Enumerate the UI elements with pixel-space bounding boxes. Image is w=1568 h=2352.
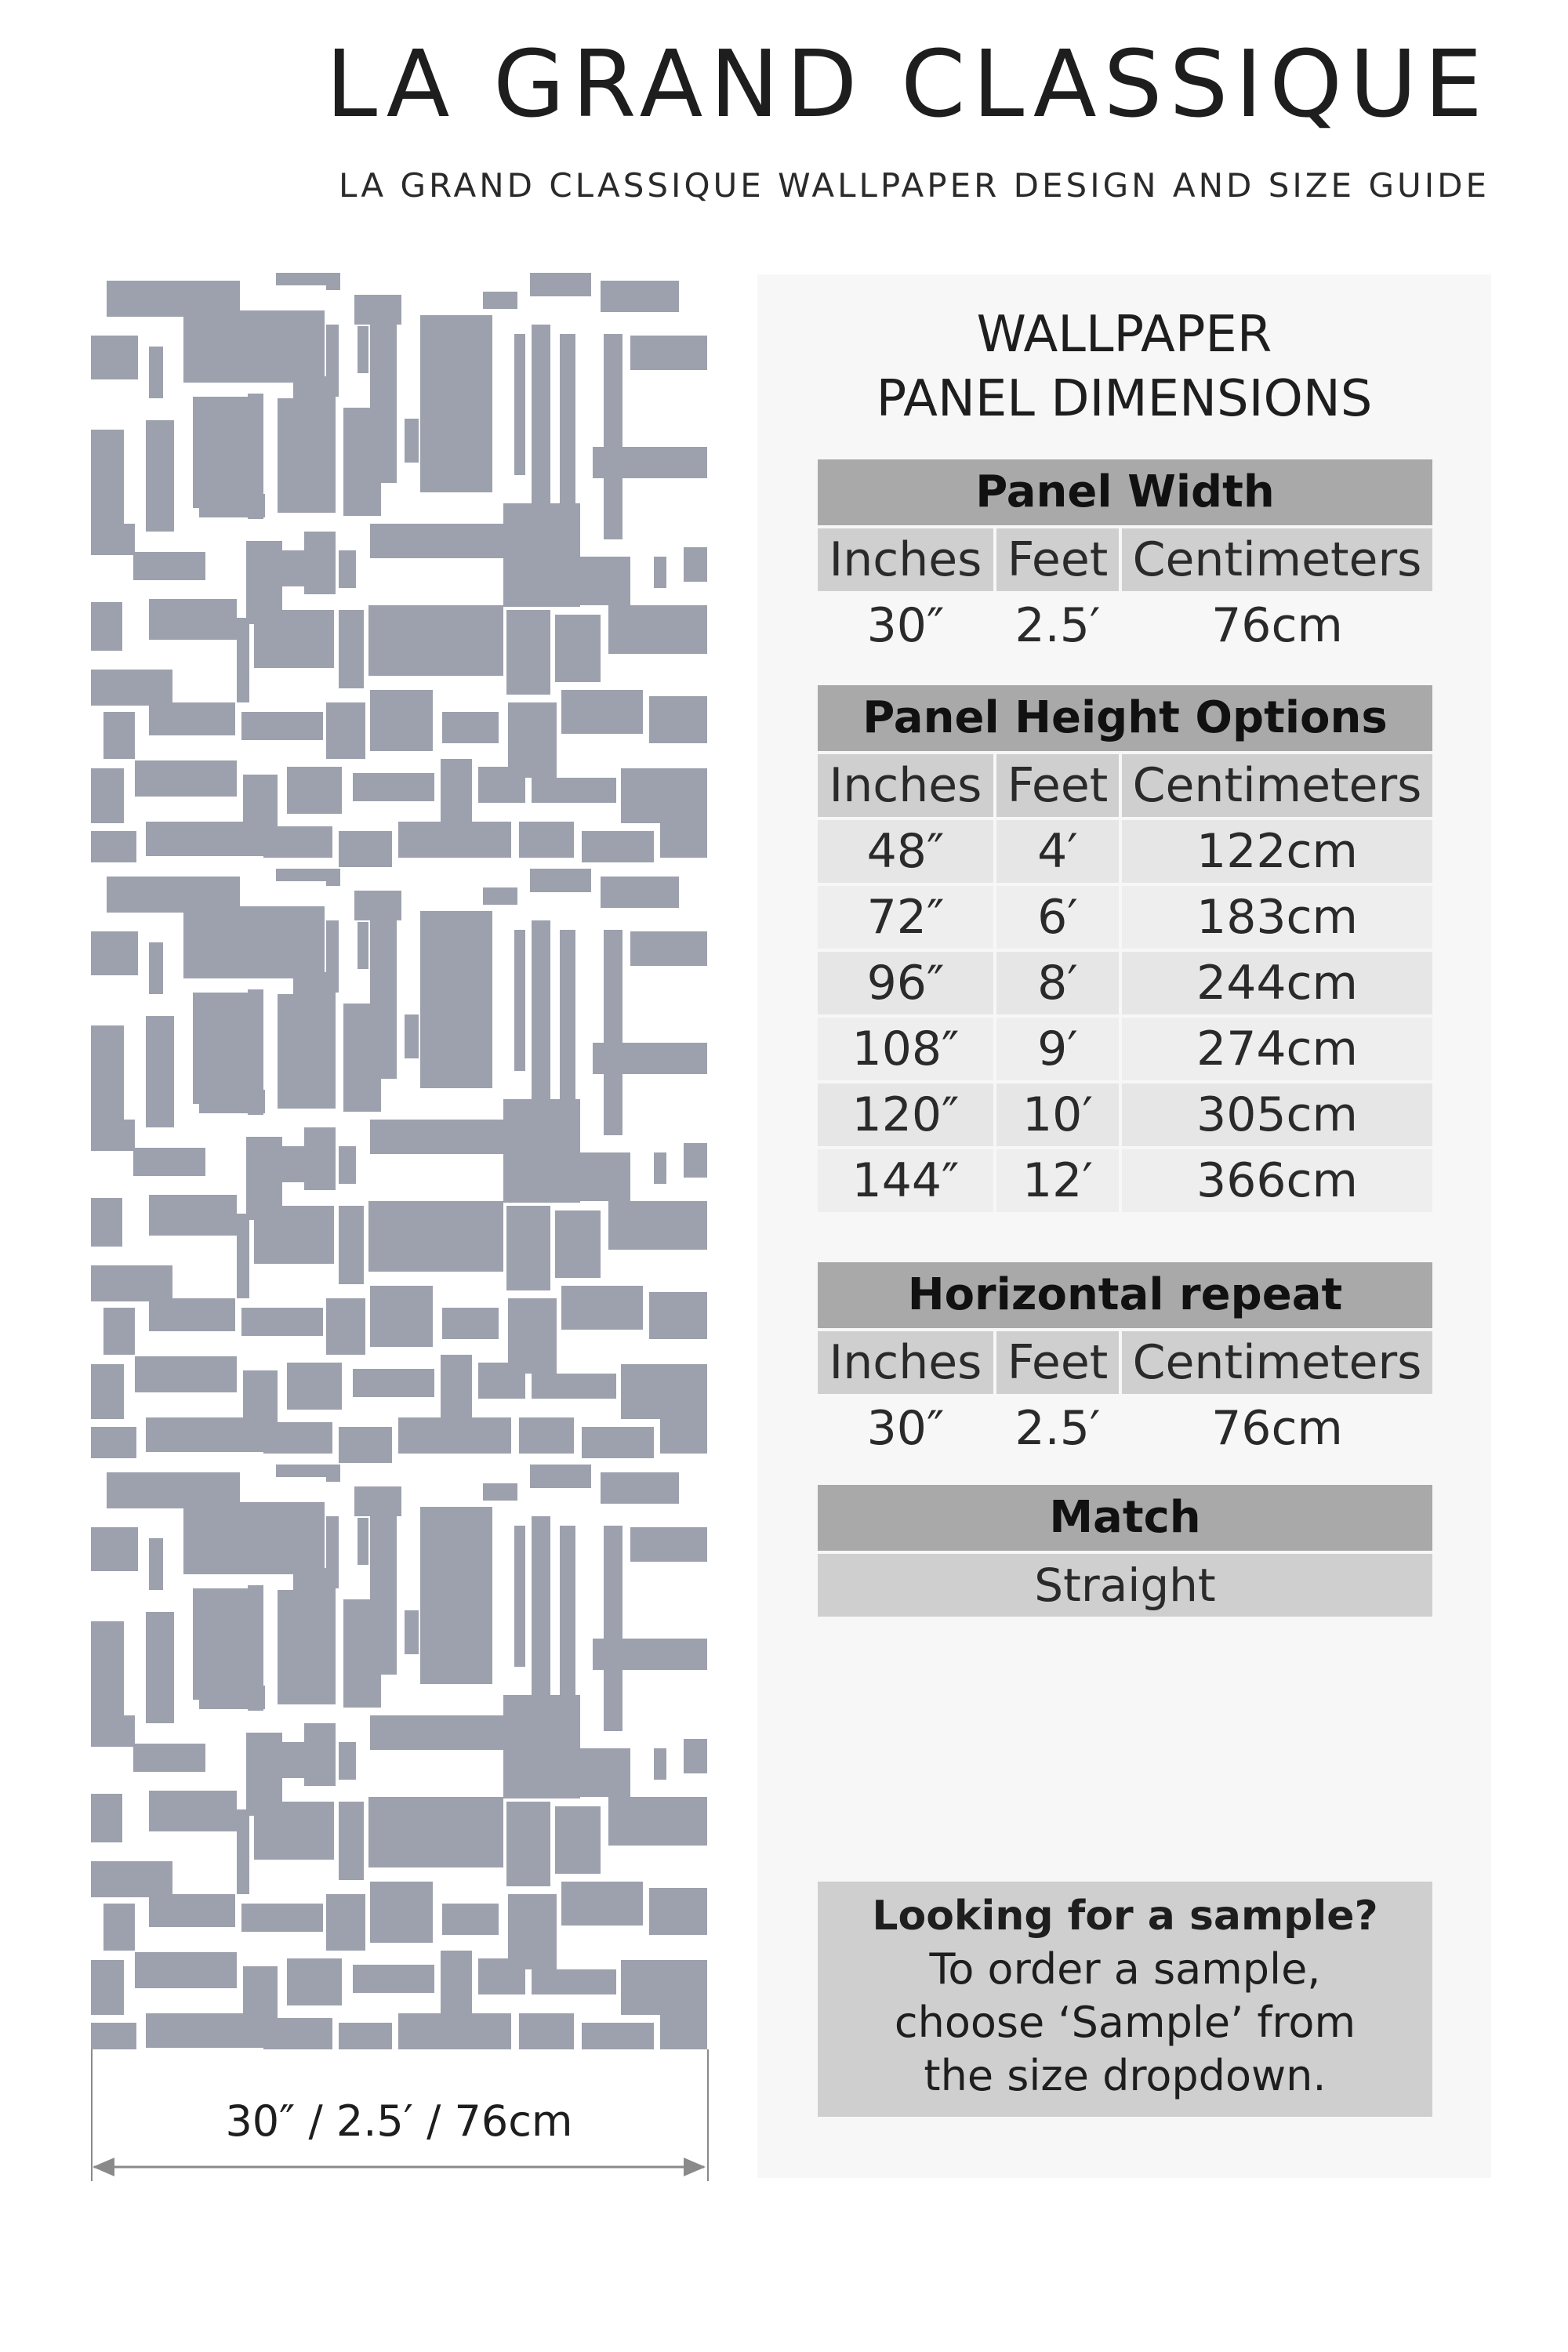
pattern-block <box>621 1364 707 1419</box>
height-row <box>818 952 1432 1014</box>
height-inches: 96″ <box>818 952 993 1014</box>
pattern-block <box>538 1748 630 1797</box>
panel-title-line2: PANEL DIMENSIONS <box>876 370 1373 428</box>
height-centimeters: 366cm <box>1122 1149 1432 1212</box>
guide-subtitle: LA GRAND CLASSIQUE WALLPAPER DESIGN AND SIZE GUIDE <box>339 166 1490 205</box>
panel-height-header: Panel Height Options <box>818 685 1432 751</box>
pattern-block <box>608 1201 707 1250</box>
pattern-block <box>593 1639 707 1670</box>
sample-line: To order a sample, <box>929 1944 1321 1994</box>
pattern-block <box>561 690 643 734</box>
pattern-block <box>442 712 499 743</box>
height-inches: 120″ <box>818 1083 993 1146</box>
pattern-block <box>91 768 124 823</box>
pattern-block <box>483 887 517 905</box>
pattern-block <box>91 1120 135 1151</box>
column-feet: Feet <box>996 528 1119 591</box>
pattern-block <box>405 419 419 463</box>
pattern-block <box>343 1599 381 1708</box>
pattern-block <box>506 1206 550 1290</box>
repeat-feet: 2.5′ <box>996 1397 1119 1460</box>
pattern-block <box>241 712 323 740</box>
pattern-block <box>405 1610 419 1654</box>
pattern-block <box>91 670 172 706</box>
pattern-block <box>442 1308 499 1339</box>
pattern-block <box>519 2013 574 2049</box>
pattern-block <box>561 1882 643 1926</box>
pattern-block <box>506 610 550 695</box>
pattern-block <box>103 1308 135 1355</box>
pattern-block <box>508 1298 557 1374</box>
match-header: Match <box>818 1485 1432 1551</box>
pattern-block <box>146 822 256 856</box>
pattern-block <box>532 778 616 803</box>
panel-title-line1: WALLPAPER <box>976 306 1272 364</box>
pattern-block <box>263 1422 332 1454</box>
pattern-block <box>684 1143 707 1178</box>
panel-height-table <box>818 685 1432 1212</box>
height-inches: 108″ <box>818 1018 993 1080</box>
pattern-block <box>257 1535 284 1562</box>
match-value: Straight <box>818 1554 1432 1617</box>
pattern-block <box>149 1538 163 1590</box>
pattern-block <box>532 1374 616 1399</box>
pattern-block <box>508 702 557 778</box>
height-feet: 8′ <box>996 952 1119 1014</box>
pattern-block <box>133 1744 205 1772</box>
pattern-block <box>370 1286 433 1347</box>
pattern-block <box>368 1201 503 1272</box>
pattern-block <box>91 1265 172 1301</box>
pattern-block <box>353 1369 434 1397</box>
pattern-block <box>343 408 381 516</box>
pattern-block <box>514 1526 525 1667</box>
pattern-block <box>91 1427 136 1458</box>
repeat-centimeters: 76cm <box>1122 1397 1432 1460</box>
height-inches: 144″ <box>818 1149 993 1212</box>
pattern-block <box>368 1797 503 1867</box>
pattern-block <box>91 430 124 527</box>
pattern-block <box>604 930 622 1135</box>
pattern-block <box>370 1715 503 1750</box>
height-row <box>818 1083 1432 1146</box>
pattern-block <box>193 993 249 1104</box>
pattern-block <box>519 822 574 858</box>
pattern-block <box>183 310 325 383</box>
horizontal-repeat-column-headers <box>818 1331 1432 1394</box>
pattern-block <box>91 2023 136 2049</box>
dimensions-panel <box>757 274 1491 2178</box>
column-inches: Inches <box>818 1331 993 1394</box>
pattern-block <box>237 1809 249 1894</box>
sample-heading: Looking for a sample? <box>872 1893 1378 1940</box>
pattern-block <box>514 930 525 1071</box>
pattern-block <box>561 1286 643 1330</box>
pattern-block <box>405 1014 419 1058</box>
panel-width-column-headers <box>818 528 1432 591</box>
pattern-block <box>654 1748 666 1780</box>
brand-title: LA GRAND CLASSIQUE <box>325 30 1490 138</box>
repeat-inches: 30″ <box>818 1397 993 1460</box>
column-centimeters: Centimeters <box>1122 1331 1432 1394</box>
pattern-block <box>654 1152 666 1184</box>
pattern-block <box>91 1025 124 1123</box>
pattern-block <box>91 931 138 975</box>
pattern-block <box>91 1364 124 1419</box>
pattern-block <box>630 931 707 966</box>
pattern-block <box>91 602 122 651</box>
pattern-block <box>135 760 237 797</box>
pattern-block <box>442 1904 499 1935</box>
pattern-block <box>398 2013 511 2049</box>
match-table <box>818 1485 1432 1617</box>
pattern-block <box>149 347 163 398</box>
sample-body <box>818 1943 1432 2103</box>
pattern-block <box>514 334 525 475</box>
pattern-block <box>133 552 205 580</box>
pattern-block <box>278 1590 336 1704</box>
pattern-block <box>149 942 163 994</box>
pattern-block <box>135 1356 237 1392</box>
pattern-block <box>420 911 492 1088</box>
pattern-block <box>183 1502 325 1574</box>
column-inches: Inches <box>818 754 993 817</box>
dimension-tick-right <box>707 2049 709 2181</box>
pattern-block <box>508 1894 557 1969</box>
pattern-block <box>538 1152 630 1201</box>
pattern-block <box>368 605 503 676</box>
pattern-block <box>555 1806 601 1874</box>
pattern-block <box>483 1483 517 1501</box>
height-feet: 9′ <box>996 1018 1119 1080</box>
pattern-block <box>193 397 249 508</box>
column-feet: Feet <box>996 754 1119 817</box>
pattern-block <box>420 1507 492 1684</box>
pattern-block <box>649 1292 707 1339</box>
pattern-block <box>555 1210 601 1278</box>
pattern-block <box>287 1958 342 2005</box>
column-feet: Feet <box>996 1331 1119 1394</box>
pattern-block <box>339 1146 356 1184</box>
pattern-block <box>278 398 336 513</box>
dimension-arrow <box>91 2151 707 2186</box>
pattern-block <box>601 877 679 908</box>
pattern-block <box>199 494 265 517</box>
pattern-block <box>621 768 707 823</box>
pattern-block <box>103 712 135 759</box>
pattern-block <box>326 1298 365 1355</box>
pattern-block <box>237 618 249 702</box>
pattern-block <box>91 1198 122 1247</box>
pattern-block <box>660 2013 707 2049</box>
pattern-block <box>326 1894 365 1951</box>
panel-width-values <box>818 594 1432 657</box>
pattern-block <box>353 1965 434 1993</box>
pattern-block <box>358 922 368 969</box>
wallpaper-pattern <box>91 273 707 2049</box>
height-feet: 4′ <box>996 820 1119 883</box>
pattern-block <box>604 334 622 539</box>
column-inches: Inches <box>818 528 993 591</box>
pattern-block <box>254 610 334 668</box>
pattern-block <box>506 1802 550 1886</box>
pattern-block <box>339 1427 392 1463</box>
pattern-block <box>530 1465 591 1488</box>
height-row <box>818 1018 1432 1080</box>
width-centimeters: 76cm <box>1122 594 1432 657</box>
horizontal-repeat-header: Horizontal repeat <box>818 1262 1432 1328</box>
pattern-block <box>263 826 332 858</box>
height-feet: 12′ <box>996 1149 1119 1212</box>
width-feet: 2.5′ <box>996 594 1119 657</box>
pattern-block <box>398 1417 511 1454</box>
pattern-block <box>326 920 339 993</box>
pattern-block <box>304 532 336 594</box>
pattern-block <box>326 1465 340 1482</box>
pattern-block <box>593 1043 707 1074</box>
pattern-block <box>532 1969 616 1994</box>
pattern-block <box>146 2013 256 2048</box>
pattern-block <box>370 1120 503 1154</box>
horizontal-repeat-table <box>818 1262 1432 1460</box>
height-row <box>818 886 1432 949</box>
pattern-block <box>478 767 525 803</box>
pattern-block <box>608 1797 707 1846</box>
pattern-block <box>370 1882 433 1943</box>
sample-line: the size dropdown. <box>924 2051 1327 2100</box>
pattern-block <box>287 767 342 814</box>
height-inches: 72″ <box>818 886 993 949</box>
wallpaper-preview <box>91 273 707 2049</box>
pattern-block <box>287 1363 342 1410</box>
height-centimeters: 305cm <box>1122 1083 1432 1146</box>
pattern-block <box>91 1960 124 2015</box>
sample-line: choose ‘Sample’ from <box>894 1998 1356 2047</box>
pattern-block <box>684 1739 707 1773</box>
pattern-block <box>146 1612 174 1723</box>
pattern-block <box>478 1363 525 1399</box>
pattern-block <box>199 1090 265 1113</box>
pattern-block <box>146 1016 174 1127</box>
pattern-block <box>649 696 707 743</box>
pattern-block <box>339 610 364 688</box>
pattern-block <box>532 1516 550 1704</box>
pattern-block <box>532 920 550 1109</box>
panel-width-table <box>818 459 1432 657</box>
pattern-block <box>601 281 679 312</box>
pattern-block <box>660 1417 707 1454</box>
pattern-block <box>304 1723 336 1786</box>
pattern-block <box>149 702 235 735</box>
pattern-block <box>133 1148 205 1176</box>
pattern-block <box>91 831 136 862</box>
pattern-block <box>103 1904 135 1951</box>
pattern-block <box>193 1588 249 1700</box>
pattern-block <box>91 336 138 379</box>
pattern-block <box>91 524 135 555</box>
panel-width-dimension-label: 30″ / 2.5′ / 76cm <box>225 2096 573 2146</box>
pattern-block <box>304 1127 336 1190</box>
panel-height-column-headers <box>818 754 1432 817</box>
pattern-block <box>254 1802 334 1860</box>
pattern-block <box>339 1742 356 1780</box>
height-inches: 48″ <box>818 820 993 883</box>
column-centimeters: Centimeters <box>1122 754 1432 817</box>
pattern-block <box>582 2023 654 2049</box>
pattern-block <box>353 773 434 801</box>
pattern-block <box>146 1417 256 1452</box>
height-feet: 6′ <box>996 886 1119 949</box>
pattern-block <box>257 939 284 966</box>
pattern-block <box>593 447 707 478</box>
sample-info-box <box>818 1882 1432 2117</box>
pattern-block <box>135 1952 237 1988</box>
height-centimeters: 244cm <box>1122 952 1432 1014</box>
column-centimeters: Centimeters <box>1122 528 1432 591</box>
pattern-block <box>604 1526 622 1731</box>
pattern-block <box>263 2018 332 2049</box>
pattern-block <box>326 869 340 886</box>
pattern-block <box>398 822 511 858</box>
pattern-block <box>630 1527 707 1562</box>
height-row <box>818 820 1432 883</box>
pattern-block <box>684 547 707 582</box>
pattern-block <box>91 1527 138 1571</box>
pattern-block <box>621 1960 707 2015</box>
pattern-block <box>339 1802 364 1880</box>
pattern-block <box>149 1791 237 1831</box>
horizontal-repeat-values <box>818 1397 1432 1460</box>
pattern-block <box>630 336 707 370</box>
pattern-block <box>91 1621 124 1719</box>
height-feet: 10′ <box>996 1083 1119 1146</box>
pattern-block <box>326 1516 339 1588</box>
panel-width-header: Panel Width <box>818 459 1432 525</box>
pattern-block <box>91 1861 172 1897</box>
pattern-block <box>532 325 550 513</box>
pattern-block <box>530 273 591 296</box>
pattern-block <box>237 1214 249 1298</box>
pattern-block <box>254 1206 334 1264</box>
pattern-block <box>91 1794 122 1842</box>
pattern-block <box>326 702 365 759</box>
pattern-block <box>149 1894 235 1927</box>
height-centimeters: 183cm <box>1122 886 1432 949</box>
pattern-block <box>370 524 503 558</box>
pattern-block <box>555 615 601 682</box>
pattern-block <box>582 831 654 862</box>
pattern-block <box>654 557 666 588</box>
pattern-block <box>149 1298 235 1331</box>
pattern-block <box>358 326 368 373</box>
pattern-block <box>582 1427 654 1458</box>
height-centimeters: 122cm <box>1122 820 1432 883</box>
pattern-block <box>241 1904 323 1932</box>
pattern-block <box>278 994 336 1109</box>
pattern-block <box>149 599 237 640</box>
pattern-block <box>483 292 517 309</box>
pattern-block <box>478 1958 525 1994</box>
pattern-block <box>601 1472 679 1504</box>
pattern-block <box>146 420 174 532</box>
pattern-block <box>358 1518 368 1565</box>
width-inches: 30″ <box>818 594 993 657</box>
pattern-block <box>199 1686 265 1709</box>
pattern-block <box>241 1308 323 1336</box>
pattern-block <box>608 605 707 654</box>
pattern-block <box>326 273 340 290</box>
pattern-block <box>339 831 392 867</box>
pattern-block <box>660 822 707 858</box>
pattern-block <box>538 557 630 605</box>
pattern-block <box>530 869 591 892</box>
pattern-block <box>420 315 492 492</box>
pattern-block <box>339 1206 364 1284</box>
pattern-block <box>91 1715 135 1747</box>
pattern-block <box>519 1417 574 1454</box>
pattern-block <box>649 1888 707 1935</box>
pattern-block <box>257 343 284 370</box>
height-row <box>818 1149 1432 1212</box>
pattern-block <box>370 690 433 751</box>
height-centimeters: 274cm <box>1122 1018 1432 1080</box>
pattern-block <box>343 1004 381 1112</box>
pattern-block <box>326 325 339 397</box>
pattern-block <box>339 2023 392 2049</box>
pattern-block <box>149 1195 237 1236</box>
pattern-block <box>339 550 356 588</box>
pattern-block <box>183 906 325 978</box>
